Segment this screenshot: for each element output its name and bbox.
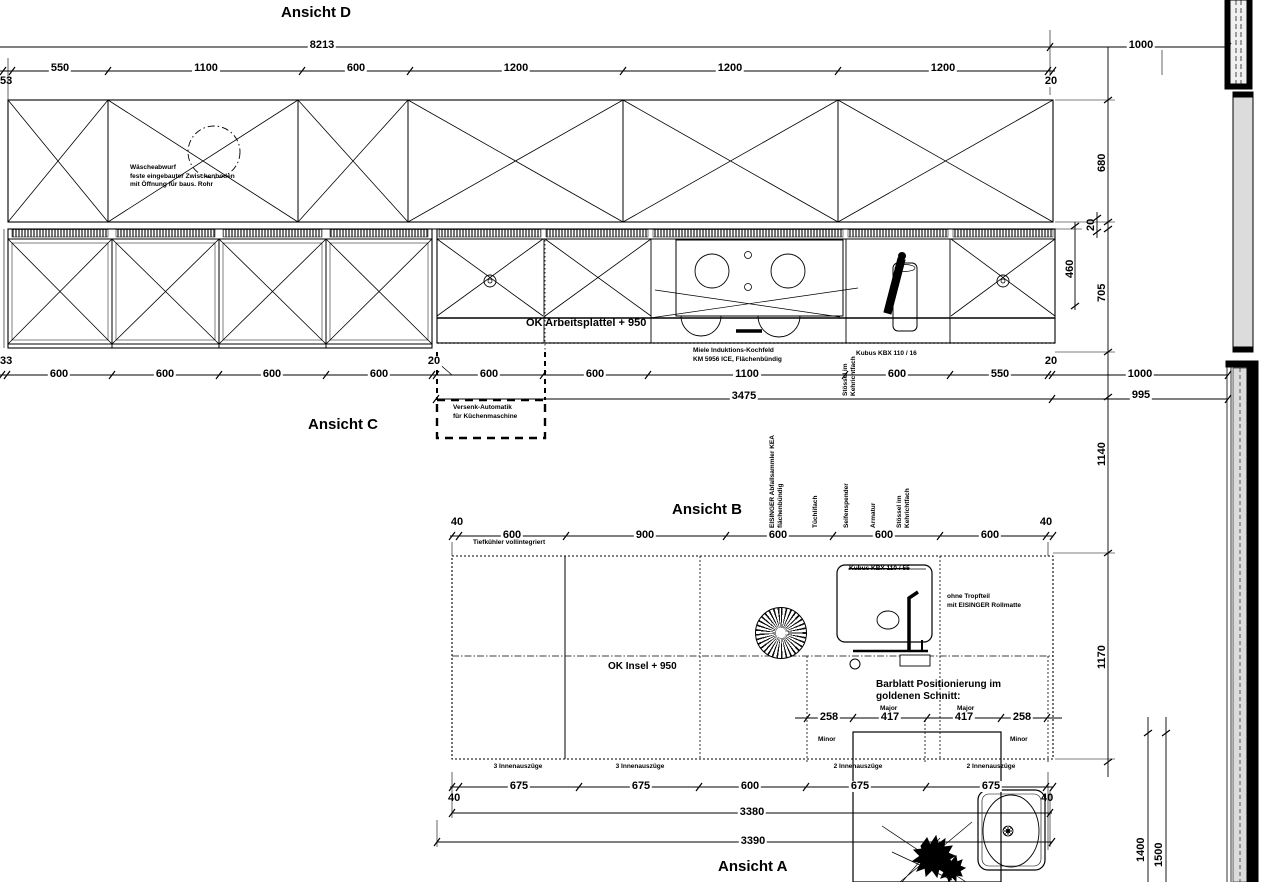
dim-b2-675a: 675 [509, 780, 529, 792]
dim-d-20: 20 [1044, 75, 1058, 87]
dimension-lines [0, 30, 1228, 882]
armatur-label: Armatur [870, 502, 877, 528]
dim-b2-600: 600 [740, 780, 760, 792]
dim-c-600e: 600 [479, 368, 499, 380]
dim-d-550: 550 [50, 62, 70, 74]
dim-d-1200c: 1200 [930, 62, 956, 74]
dim-c-20b: 20 [1044, 355, 1058, 367]
bar-note: Barblatt Positionierung im goldenen Schnitt: [876, 679, 1002, 702]
freezer-note: Tiefkühler vollintegriert [473, 539, 546, 546]
dim-d-600: 600 [346, 62, 366, 74]
dim-right-total-d: 1000 [1128, 39, 1154, 51]
dim-b2-675b: 675 [631, 780, 651, 792]
drawer-label-1: 3 Innenauszüge [493, 763, 543, 770]
counter-objects [884, 253, 917, 332]
round-brush [755, 607, 807, 659]
dim-c-995: 995 [1131, 389, 1151, 401]
dim-side-1170: 1170 [1096, 645, 1108, 669]
dim-258l: 258 [819, 711, 839, 723]
dim-c-1100: 1100 [735, 368, 759, 380]
versenk-note: Versenk-Automatik für Küchenmaschine [453, 404, 518, 420]
dim-b-600c: 600 [874, 529, 894, 541]
dim-c-600a: 600 [49, 368, 69, 380]
dim-c-1000: 1000 [1127, 368, 1153, 380]
dim-b-600a: 600 [502, 529, 522, 541]
dim-d-1200a: 1200 [503, 62, 529, 74]
dim-b-600b: 600 [768, 529, 788, 541]
dim-d-53: 53 [0, 75, 13, 87]
dim-258r: 258 [1012, 711, 1032, 723]
title-ansicht-d: Ansicht D [281, 4, 352, 21]
dim-c-33: 33 [0, 355, 13, 367]
sink-elevation [837, 565, 932, 642]
wall-window-top-right [1225, 0, 1252, 89]
dim-b2-40r: 40 [1041, 792, 1054, 804]
plant-symbol [882, 822, 972, 882]
laundry-chute-note: Wäscheabwurf feste eingebauter Zwischenboden mit Öffnung für baus. Rohr [130, 164, 235, 188]
kubus-16-label: Kubus KBX 110 / 16 [856, 350, 917, 357]
dim-side-460: 460 [1064, 259, 1076, 278]
pepper-mill [884, 258, 905, 314]
title-ansicht-a: Ansicht A [718, 858, 788, 875]
dim-c-600c: 600 [262, 368, 282, 380]
seifenspender-label: Seifenspender [843, 483, 850, 528]
dim-d-1100: 1100 [194, 62, 218, 74]
dim-b-40r: 40 [1039, 516, 1053, 528]
kubus-55-label: Kubus KBX 110 / 55 [849, 565, 910, 572]
island-elevation [452, 556, 1053, 759]
major-label-2: Major [957, 705, 975, 712]
minor-label-1: Minor [818, 736, 836, 743]
dim-c-550: 550 [990, 368, 1010, 380]
tuechlifach-label: Tüchlifach [812, 495, 819, 528]
base-cabinets-left [4, 229, 432, 348]
dim-b2-40l: 40 [448, 792, 461, 804]
sink-note: ohne Tropfteil mit EISINGER Rollmatte [947, 593, 1022, 609]
bin-label-c: Stössel im Kehrichtfach [842, 356, 857, 396]
dim-total-3380: 3380 [739, 806, 765, 818]
minor-label-2: Minor [1010, 736, 1028, 743]
abfallsammler-label: EISINGER Abfallsammler KEA flächenbündig [769, 435, 784, 528]
dim-c-total: 3475 [731, 390, 757, 402]
title-ansicht-b: Ansicht B [672, 501, 743, 518]
dim-side-705: 705 [1096, 283, 1108, 302]
dim-b2-675d: 675 [981, 780, 1001, 792]
worktop-label: OK Arbeitsplattel + 950 [526, 317, 647, 329]
drawer-label-4: 2 Innenauszüge [966, 763, 1016, 770]
dim-side-1140: 1140 [1096, 442, 1108, 466]
island-label: OK Insel + 950 [608, 661, 677, 672]
sink-plan [978, 790, 1045, 870]
dim-c-20a: 20 [427, 355, 441, 367]
hob-leader-lines [650, 288, 858, 318]
dim-d-1200b: 1200 [717, 62, 743, 74]
hob-note: Miele Induktions-Kochfeld KM 5956 ICE, Flächenbündig [693, 347, 782, 363]
dim-c-600f: 600 [585, 368, 605, 380]
induction-hob [650, 240, 858, 337]
title-ansicht-c: Ansicht C [308, 416, 379, 433]
dim-b2-675c: 675 [850, 780, 870, 792]
dim-b-900: 900 [635, 529, 655, 541]
dim-total-d: 8213 [309, 39, 335, 51]
dim-side-680: 680 [1096, 153, 1108, 172]
dim-plan-1500: 1500 [1153, 842, 1165, 867]
dim-b-40l: 40 [450, 516, 464, 528]
dim-plan-1400: 1400 [1135, 837, 1147, 862]
drawer-label-3: 2 Innenauszüge [833, 763, 883, 770]
dim-c-600d: 600 [369, 368, 389, 380]
dim-417l: 417 [880, 711, 900, 723]
dim-side-20: 20 [1085, 218, 1097, 231]
wall-mid-right [1233, 92, 1253, 352]
major-label-1: Major [880, 705, 898, 712]
drawer-label-2: 3 Innenauszüge [615, 763, 665, 770]
stoessel-label-b: Stössel im Kehrichtfach [896, 488, 911, 528]
dim-c-600b: 600 [155, 368, 175, 380]
wall-lower-right [1226, 361, 1258, 882]
faucet [909, 592, 918, 650]
dim-total-3390: 3390 [740, 835, 766, 847]
dim-b-600d: 600 [980, 529, 1000, 541]
dim-c-600g: 600 [887, 368, 907, 380]
dim-417r: 417 [954, 711, 974, 723]
